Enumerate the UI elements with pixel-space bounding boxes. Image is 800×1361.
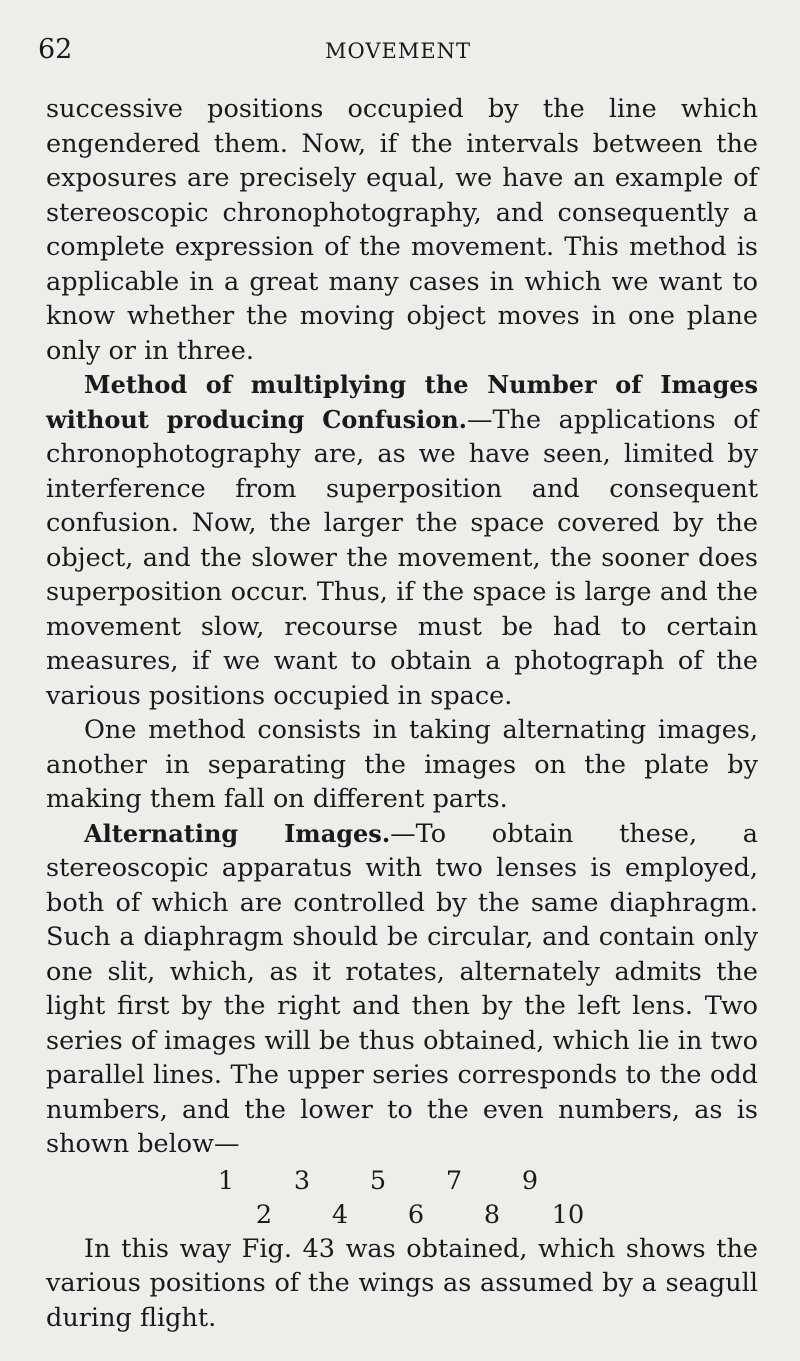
page-body xyxy=(46,92,758,1335)
section-heading-alternating-images: Alternating Images. xyxy=(84,818,391,848)
paragraph-continuation: successive positions occupied by the line which engendered them. Now, if the intervals between the exposures are precisely equal, we have an example of stereoscopic chronophotography, and consequently a complete expression of the movement. This method is applicable in a great many cases in which we want to know whether the moving object moves in one plane only or in three. xyxy=(46,94,758,366)
running-head: MOVEMENT xyxy=(324,39,472,63)
paragraph-multiplying-images xyxy=(46,368,758,713)
page-number: 62 xyxy=(38,34,73,65)
paragraph-fig-43: In this way Fig. 43 was obtained, which shows the various positions of the wings as assumed by a seagull during flight. xyxy=(46,1233,758,1333)
even-number: 6 xyxy=(407,1199,425,1230)
paragraph-one-method: One method consists in taking alternating images, another in separating the images on the plate by making them fall on different parts. xyxy=(46,715,758,814)
even-number: 4 xyxy=(331,1199,349,1230)
even-number: 2 xyxy=(255,1199,273,1230)
image-sequence-diagram xyxy=(46,1162,758,1232)
odd-number: 5 xyxy=(369,1165,387,1196)
paragraph-alternating-images xyxy=(46,817,758,1162)
paragraph-text: —The applications of chronophotography are, as we have seen, limited by interference from superposition and consequent confusion. Now, the larger the space covered by the object, and the slower the movement, the sooner does superposition occur. Thus, if the space is large and the movement slow, recourse must be had to certain measures, if we want to obtain a photograph of the various positions occupied in space. xyxy=(46,404,758,711)
paragraph-text: —To obtain these, a stereoscopic apparatus with two lenses is employed, both of which are controlled by the same diaphragm. Such a diaphragm should be circular, and contain only one slit, which, as it rotates, alternately admits the light first by the right and then by the left lens. Two series of images will be thus obtained, which lie in two parallel lines. The upper series corresponds to the odd numbers, and the lower to the even numbers, as is shown below— xyxy=(46,818,758,1159)
odd-number: 1 xyxy=(217,1165,235,1196)
odd-number: 7 xyxy=(445,1165,463,1196)
even-number: 10 xyxy=(551,1199,585,1230)
page-header xyxy=(38,34,758,70)
odd-number: 9 xyxy=(521,1165,539,1196)
odd-number: 3 xyxy=(293,1165,311,1196)
even-number: 8 xyxy=(483,1199,501,1230)
section-heading-multiplying-images: Method of multiplying the Number of Images without producing Confusion. xyxy=(46,370,758,434)
